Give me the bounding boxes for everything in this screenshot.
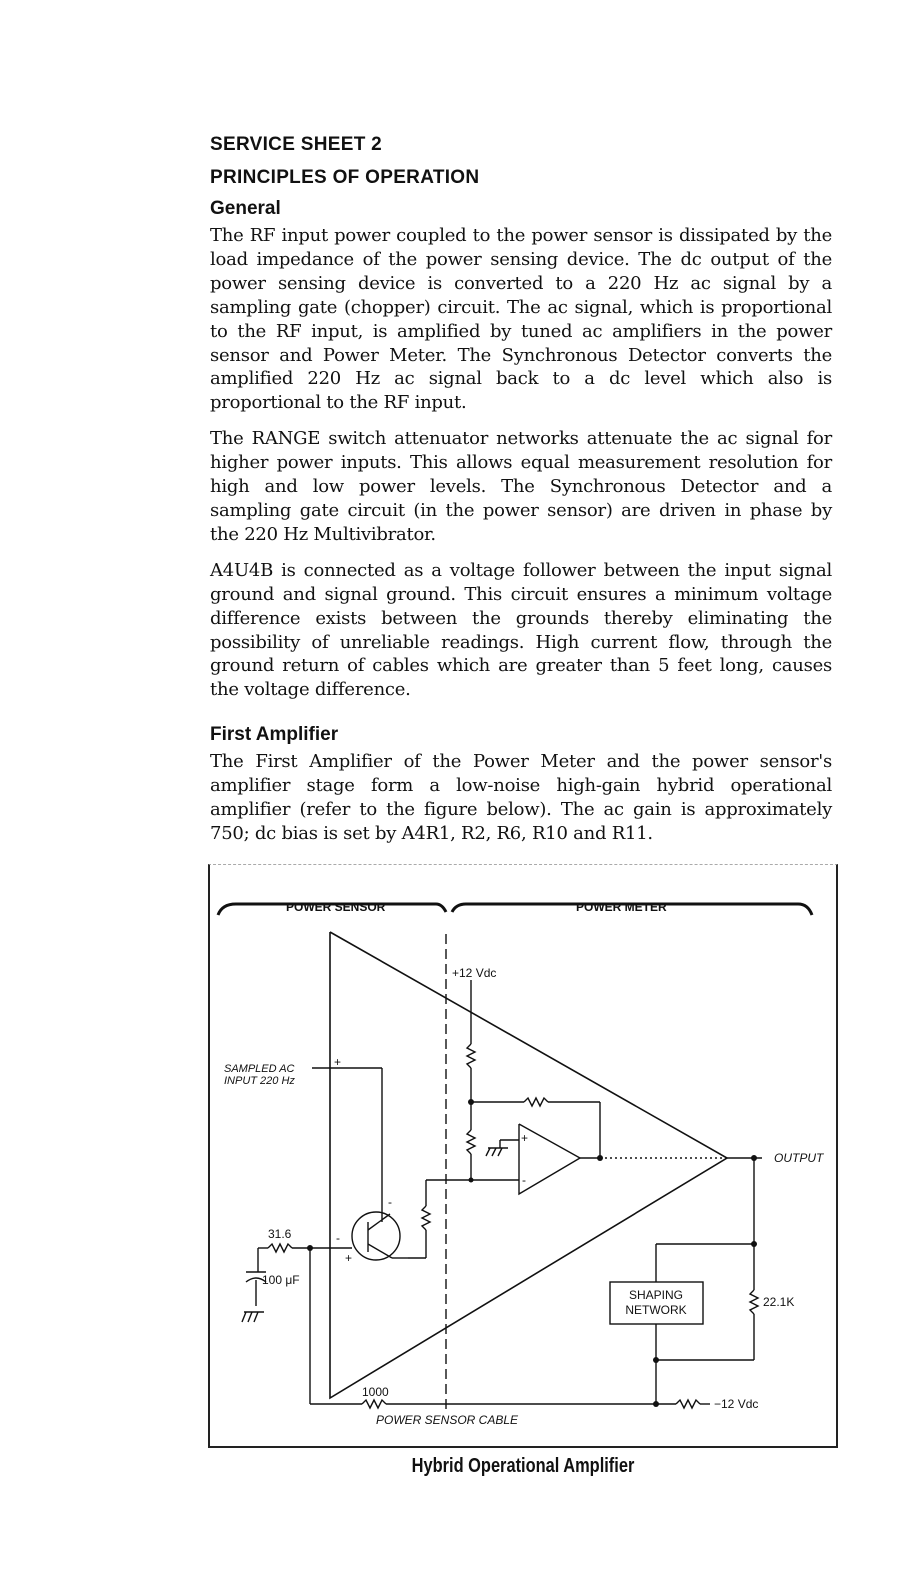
label-power-meter: POWER METER [576, 900, 667, 914]
label-opamp-minus: - [522, 1173, 526, 1187]
label-output: OUTPUT [774, 1151, 824, 1165]
figure-caption: Hybrid Operational Amplifier [411, 1455, 635, 1477]
label-transistor-minus-left: - [336, 1231, 340, 1245]
label-r-31-6: 31.6 [268, 1227, 292, 1241]
general-heading: General [210, 198, 281, 219]
label-transistor-plus: + [345, 1251, 353, 1265]
label-plus12-vdc: +12 Vdc [452, 966, 497, 980]
general-paragraph-1: The RF input power coupled to the power sensor is dissipated by the load impedance of the power sensing device. The dc output of the power sensing device is converted to a 220 Hz ac signal by a sampling gate (chopper) circuit. The ac signal, which is proportional to the RF input, is amplified by tuned ac amplifiers in the power sensor and Power Meter. The Synchronous Detector converts the amplified 220 Hz ac signal back to a dc level which also is proportional to the RF input. [210, 225, 832, 414]
label-r-22-1k: 22.1K [763, 1295, 795, 1309]
label-sampled-ac: SAMPLED AC [224, 1063, 295, 1075]
label-sampled-plus: + [334, 1055, 342, 1069]
sheet-title: SERVICE SHEET 2 [210, 134, 383, 155]
label-sampled-ac-freq: INPUT 220 Hz [224, 1075, 295, 1087]
first-amplifier-paragraph: The First Amplifier of the Power Meter and the power sensor's amplifier stage form a low-noise high-gain hybrid operational amplifier (refer to the figure below). The ac gain is approximately 750; dc bias is set by A4R1, R2, R6, R10 and R11. [210, 751, 832, 844]
label-shaping: SHAPING [628, 1288, 684, 1302]
section-title: PRINCIPLES OF OPERATION [210, 167, 480, 188]
first-amplifier-heading: First Amplifier [210, 724, 339, 746]
general-paragraph-3: A4U4B is connected as a voltage follower between the input signal ground and signal ground. This circuit ensures a minimum voltage difference exists between the grounds thereby eliminating the possibility of unreliable readings. High current flow, through the ground return of cables which are greater than 5 feet long, causes the voltage difference. [210, 559, 832, 701]
label-power-sensor: POWER SENSOR [286, 900, 386, 914]
label-cap-100uf: 100 μF [262, 1273, 300, 1287]
label-network: NETWORK [625, 1303, 687, 1317]
label-r-1000: 1000 [362, 1385, 389, 1399]
general-paragraph-2: The RANGE switch attenuator networks attenuate the ac signal for higher power inputs. This allows equal measurement resolution for high and low power levels. The Synchronous Detector and a sampling gate circuit (in the power sensor) are driven in phase by the 220 Hz Multivibrator. [210, 428, 832, 545]
label-minus12-vdc: −12 Vdc [714, 1397, 759, 1411]
label-opamp-plus: + [521, 1131, 529, 1145]
label-power-sensor-cable: POWER SENSOR CABLE [376, 1413, 519, 1427]
label-transistor-minus-top: - [388, 1195, 392, 1209]
